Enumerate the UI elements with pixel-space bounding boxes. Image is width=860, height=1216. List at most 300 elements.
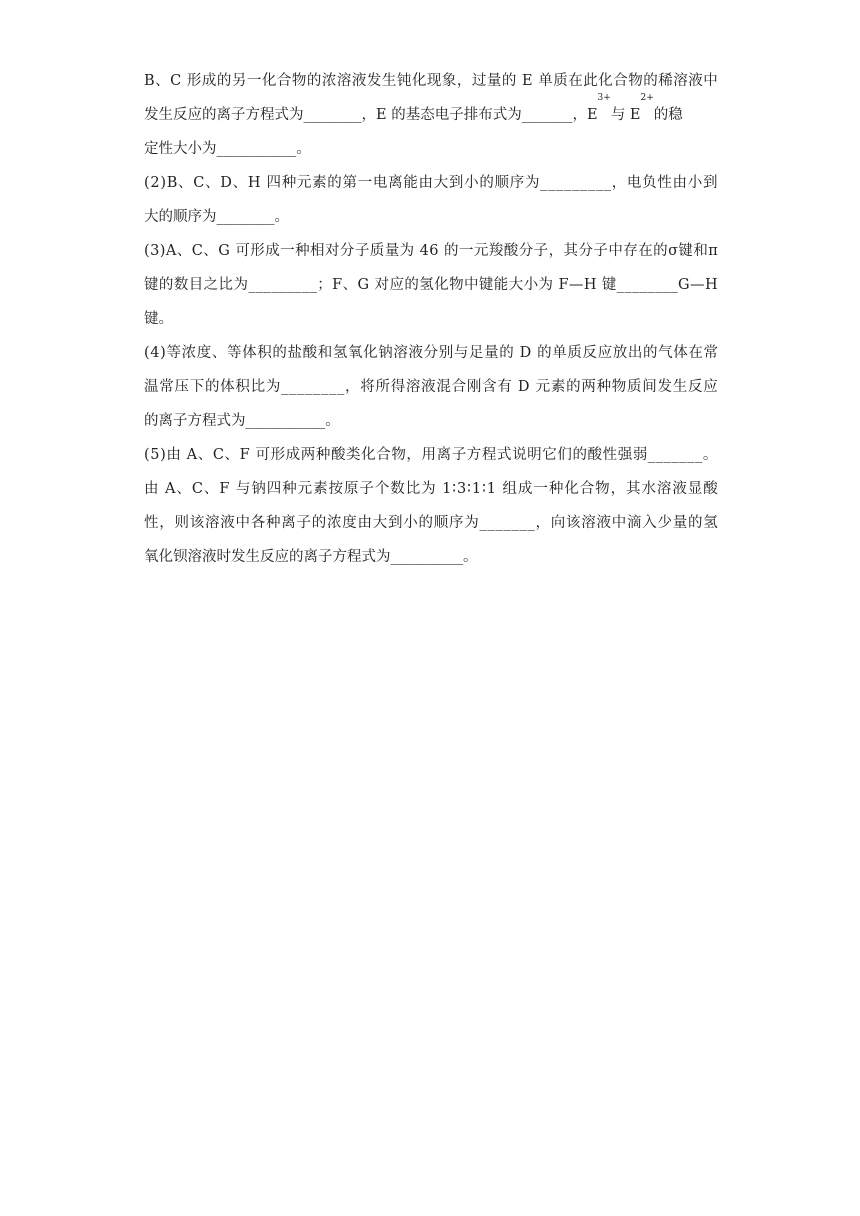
glyph: 成 [285,447,301,463]
glyph: 4 [419,243,429,259]
text-line-5 [144,200,718,234]
glyph: 物 [595,481,610,497]
glyph: 小 [687,175,703,191]
glyph: 的 [204,379,220,395]
glyph: 质 [627,379,642,395]
glyph: 显 [687,481,703,497]
glyph: D [517,379,530,395]
text-line-12 [144,438,718,472]
glyph: _ [321,379,329,395]
glyph: 、 [197,447,213,463]
glyph: 序 [509,175,525,191]
glyph: ) [159,243,166,259]
glyph: 稀 [658,73,673,89]
glyph: 的 [418,515,433,531]
glyph: 键 [678,243,693,259]
glyph: ( [144,345,150,361]
glyph [497,472,502,506]
glyph: 则 [174,515,189,531]
glyph: 式 [496,447,512,463]
glyph: _ [595,175,604,191]
glyph: 顺 [494,175,510,191]
glyph: 中 [235,515,250,531]
glyph: ， [159,515,174,531]
glyph: _ [571,175,580,191]
glyph: 的 [272,345,287,361]
glyph [553,268,558,302]
glyph: 反 [582,345,597,361]
glyph: 酸 [503,243,519,259]
superscript-e3-charge: 3+ [597,93,611,103]
glyph: 分 [518,243,534,259]
glyph: ， [535,515,550,531]
glyph: B [166,175,178,191]
glyph: 种 [596,379,612,395]
glyph: 序 [449,515,464,531]
glyph: 有 [497,379,512,395]
glyph: 浓 [321,73,337,89]
glyph: _ [603,175,612,191]
glyph: 键 [601,277,617,293]
glyph: 、 [205,175,220,191]
glyph [159,472,164,506]
glyph: 入 [642,515,657,531]
glyph: 生 [672,379,688,395]
glyph: 少 [657,515,672,531]
glyph: 一 [533,481,548,497]
glyph: 用 [421,447,437,463]
glyph: 应 [597,345,613,361]
glyph: 现 [426,73,442,89]
glyph [250,438,255,472]
glyph [230,472,235,506]
glyph: 组 [502,481,517,497]
glyph: 化 [411,73,427,89]
glyph: 顺 [433,515,449,531]
glyph: 合 [579,481,595,497]
text-line-3 [144,132,718,166]
glyph: 素 [550,379,566,395]
glyph: 键 [144,277,159,293]
glyph: 溶 [673,73,688,89]
glyph: 、 [224,447,240,463]
glyph: 出 [627,345,643,361]
glyph: — [690,277,705,293]
glyph: _ [329,379,337,395]
glyph: _ [297,379,305,395]
glyph: 中 [611,515,627,531]
glyph: 子 [359,481,374,497]
glyph: 的 [653,243,668,259]
glyph: _ [662,277,670,293]
glyph: _ [263,277,271,293]
glyph: 可 [255,447,270,463]
glyph: 的 [158,277,174,293]
glyph: 的 [327,175,342,191]
glyph: 化 [361,447,376,463]
glyph: σ [668,243,678,259]
glyph: ) [160,447,166,463]
glyph [532,336,537,370]
text-line-8 [144,302,718,336]
glyph: 明 [527,447,542,463]
glyph: ， [611,175,627,191]
text-line-13 [144,472,718,506]
glyph: 6 [429,243,439,259]
glyph [437,472,442,506]
glyph: 化 [261,73,277,89]
glyph: 方 [466,447,482,463]
glyph: 原 [343,481,359,497]
glyph: _ [313,379,321,395]
text-line-6 [144,234,718,268]
glyph: 质 [553,73,568,89]
glyph: _ [616,277,625,293]
glyph: 溶 [205,515,220,531]
glyph: 浓 [327,515,342,531]
glyph: 酸 [703,481,718,497]
glyph: 、 [178,175,193,191]
glyph: G [357,277,370,293]
glyph: 种 [548,481,564,497]
glyph: _ [632,277,640,293]
glyph: 足 [468,345,484,361]
glyph: C [212,447,224,463]
glyph: ∶ [482,481,486,497]
glyph: 形 [270,447,286,463]
glyph: 形 [186,73,202,89]
glyph: 数 [390,481,405,497]
glyph: 常 [703,345,718,361]
glyph: 、 [203,481,219,497]
glyph [530,370,535,404]
glyph: 等 [226,345,242,361]
glyph: _ [540,175,548,191]
glyph: 的 [643,73,658,89]
glyph [439,234,444,268]
glyph: 子 [533,243,549,259]
glyph: 钠 [378,345,393,361]
glyph: _ [624,277,632,293]
glyph: 键 [478,277,494,293]
glyph: 小 [523,277,539,293]
glyph: 中 [608,243,623,259]
glyph: 的 [572,447,587,463]
glyph: 积 [257,345,272,361]
glyph: _ [556,175,564,191]
text-line-14 [144,506,718,540]
glyph: 压 [174,379,189,395]
glyph: 将 [360,379,375,395]
glyph: 液 [408,345,423,361]
glyph: _ [286,277,294,293]
text-line-15-content: 氧化钡溶液时发生反应的离子方程式为__________。 [144,549,478,565]
glyph: _ [527,515,535,531]
glyph: 酸 [330,447,346,463]
glyph: _ [687,447,695,463]
glyph: 3 [457,481,467,497]
glyph: 羧 [488,243,504,259]
glyph: 体 [220,379,235,395]
glyph: 该 [566,515,581,531]
glyph: 相 [310,243,325,259]
glyph: 两 [300,447,316,463]
glyph: 能 [493,277,509,293]
glyph: 和 [693,243,708,259]
glyph: 放 [612,345,628,361]
glyph: 比 [218,277,234,293]
glyph: 元 [297,481,313,497]
glyph: 温 [144,379,159,395]
glyph: 元 [535,379,551,395]
glyph: 氧 [347,345,363,361]
glyph: A [164,481,176,497]
glyph: 物 [391,447,406,463]
glyph: 们 [557,447,572,463]
glyph: 各 [250,515,266,531]
glyph: 溶 [581,515,596,531]
glyph: 种 [282,481,297,497]
text-line-10 [144,370,718,404]
glyph: G [218,243,230,259]
glyph: _ [639,277,648,293]
glyph: 溶 [405,379,421,395]
glyph: 大 [433,175,449,191]
glyph: 素 [313,481,328,497]
glyph: 一 [458,243,474,259]
glyph: 大 [508,277,524,293]
glyph: F [332,277,343,293]
glyph [230,234,235,268]
glyph: E [521,73,533,89]
glyph: 常 [159,379,174,395]
glyph: 的 [499,345,514,361]
glyph: 为 [265,379,281,395]
glyph: 氢 [332,345,348,361]
text-line-4 [144,166,718,200]
glyph [513,370,518,404]
glyph: 存 [623,243,638,259]
glyph: 单 [552,345,567,361]
glyph: _ [495,515,503,531]
glyph [514,336,519,370]
glyph: A [165,243,177,259]
glyph: 、 [203,243,218,259]
glyph: _ [271,277,279,293]
glyph: 刚 [466,379,482,395]
glyph: 在 [688,345,703,361]
glyph: G [678,277,690,293]
glyph: 液 [688,73,703,89]
glyph: _ [663,447,671,463]
glyph: 能 [403,175,418,191]
glyph: 性 [657,175,672,191]
glyph: 反 [687,379,703,395]
text-line-11-content: 的离子方程式为___________。 [144,413,340,429]
glyph: _ [694,447,703,463]
glyph: 物 [449,277,464,293]
glyph: 一 [280,243,295,259]
glyph: 电 [626,175,642,191]
glyph: 的 [444,243,459,259]
glyph: 类 [346,447,361,463]
text-line-5-content: 大的顺序为________。 [144,209,289,225]
glyph: C [170,73,182,89]
question-text-block [144,64,718,574]
glyph: _ [487,515,495,531]
glyph: 一 [357,175,373,191]
text-line-3-content: 定性大小为___________。 [144,141,311,157]
text-line-11 [144,404,718,438]
glyph: 质 [567,345,582,361]
glyph: _ [289,379,297,395]
glyph: 四 [266,175,281,191]
glyph: 发 [657,379,672,395]
glyph: 4 [150,345,160,361]
glyph: 物 [291,73,307,89]
glyph: 种 [315,447,331,463]
glyph: ) [160,175,166,191]
glyph: _ [564,175,572,191]
glyph: _ [679,447,687,463]
glyph: _ [281,379,289,395]
glyph: 由 [144,481,159,497]
glyph: 水 [641,481,656,497]
glyph: C [191,243,203,259]
glyph: 盐 [287,345,302,361]
glyph: _ [337,379,345,395]
glyph: 和 [317,345,333,361]
glyph: 2 [150,175,160,191]
glyph: 一 [246,73,262,89]
glyph: 、 [155,73,170,89]
text-line-2 [144,93,718,132]
glyph: 成 [265,243,280,259]
glyph: ， [456,73,472,89]
glyph: 为 [399,243,415,259]
glyph: 1 [486,481,497,497]
glyph: ( [144,175,150,191]
glyph: 度 [342,515,357,531]
glyph: 子 [354,243,370,259]
glyph: F [558,277,569,293]
glyph: 负 [642,175,657,191]
glyph: 分 [339,243,355,259]
glyph: 与 [235,481,251,497]
glyph: ( [144,447,150,463]
text-line-2-part-2: 与 E [610,107,641,123]
glyph: ， [610,481,626,497]
glyph: 子 [593,243,608,259]
glyph: 的 [537,345,552,361]
glyph: 滴 [627,515,642,531]
glyph: 分 [578,243,593,259]
glyph: 应 [703,379,718,395]
glyph: 混 [436,379,451,395]
glyph: 电 [372,175,388,191]
glyph: 此 [583,73,598,89]
glyph: 弱 [632,447,648,463]
glyph: 数 [173,277,189,293]
text-line-9 [144,336,718,370]
glyph: 比 [405,481,421,497]
glyph: 中 [463,277,479,293]
glyph: 等 [166,345,181,361]
glyph: 分 [423,345,439,361]
glyph: 另 [231,73,247,89]
superscript-e2-charge: 2+ [640,93,654,103]
glyph: 由 [357,515,372,531]
glyph: 钠 [251,481,266,497]
glyph: 1 [442,481,452,497]
glyph: ( [144,243,150,259]
glyph: 浓 [181,345,197,361]
glyph: 与 [453,345,469,361]
glyph: 、 [342,277,358,293]
glyph: 化 [564,481,579,497]
glyph: 其 [626,481,641,497]
glyph: 3 [150,243,160,259]
glyph: 向 [550,515,566,531]
glyph: 象 [441,73,457,89]
glyph: F [239,447,250,463]
glyph [182,64,187,98]
glyph [517,64,522,98]
glyph: 钝 [396,73,412,89]
glyph: _ [655,277,663,293]
glyph: 酸 [302,345,318,361]
glyph: 为 [524,175,540,191]
glyph: 单 [538,73,553,89]
glyph: 。 [702,447,718,463]
glyph: 量 [486,73,502,89]
glyph: 物 [611,379,627,395]
glyph: 它 [542,447,557,463]
glyph: 性 [144,515,159,531]
glyph: _ [309,277,317,293]
glyph: 离 [388,175,403,191]
glyph: 第 [342,175,357,191]
glyph [533,64,538,98]
glyph: 为 [538,277,554,293]
glyph: 离 [436,447,452,463]
glyph: 为 [464,515,479,531]
glyph: ， [548,243,564,259]
glyph: 素 [312,175,327,191]
glyph: 说 [512,447,527,463]
glyph: 、 [176,481,191,497]
glyph: 量 [484,345,499,361]
glyph: _ [587,175,596,191]
glyph: 该 [189,515,205,531]
glyph: 由 [672,175,688,191]
glyph: 合 [451,379,467,395]
glyph: 合 [376,447,391,463]
glyph: 之 [203,277,219,293]
glyph: 的 [216,73,232,89]
glyph: 由 [418,175,434,191]
glyph: _ [479,515,487,531]
glyph: 的 [501,73,517,89]
glyph: 体 [242,345,257,361]
glyph: 所 [375,379,390,395]
glyph: _ [294,277,302,293]
glyph [370,268,375,302]
glyph: _ [256,277,264,293]
glyph [597,268,602,302]
glyph: 为 [233,277,248,293]
glyph: 到 [702,175,718,191]
